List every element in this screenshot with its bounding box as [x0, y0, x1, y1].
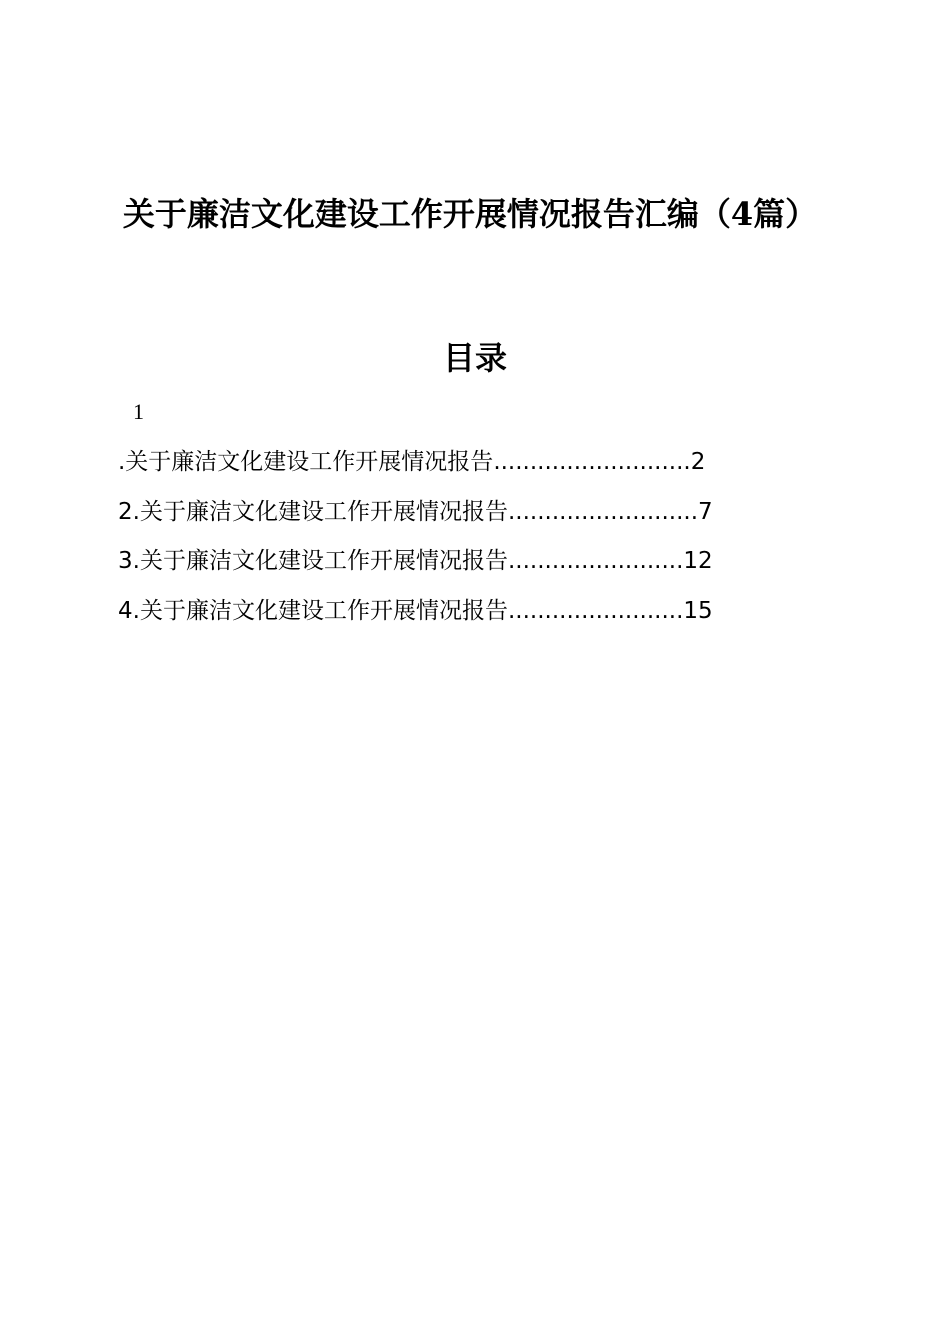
- toc-stray-number: 1: [133, 399, 144, 424]
- toc-entry-leader: ........................: [507, 548, 684, 574]
- toc-entry-page: 7: [698, 498, 713, 525]
- toc-entry-title: .关于廉洁文化建设工作开展情况报告: [132, 548, 508, 574]
- toc-entry-page: 15: [683, 597, 713, 624]
- toc-entry-leader: ........................: [507, 597, 684, 624]
- toc-entry-leader: ...........................: [493, 449, 691, 475]
- toc-entry-title: .关于廉洁文化建设工作开展情况报告: [118, 449, 494, 475]
- toc-entry-4[interactable]: [118, 593, 818, 643]
- toc-entry-page: 12: [683, 548, 713, 574]
- document-title: 关于廉洁文化建设工作开展情况报告汇编（4篇）: [122, 195, 818, 233]
- toc-entry-page: 2: [690, 449, 706, 475]
- toc-entry-1[interactable]: [118, 444, 818, 494]
- toc-entry-title: .关于廉洁文化建设工作开展情况报告: [132, 498, 508, 525]
- toc-heading: 目录: [442, 339, 507, 377]
- toc-entry-leader: ..........................: [507, 498, 699, 525]
- toc-entry-2[interactable]: [118, 494, 818, 544]
- toc-entry-number: 3: [118, 548, 133, 574]
- toc-entry-3[interactable]: [118, 543, 818, 593]
- toc-list: [118, 444, 818, 642]
- toc-entry-number: 2: [118, 498, 133, 525]
- toc-entry-number: 4: [118, 597, 133, 624]
- toc-entry-title: .关于廉洁文化建设工作开展情况报告: [132, 597, 508, 624]
